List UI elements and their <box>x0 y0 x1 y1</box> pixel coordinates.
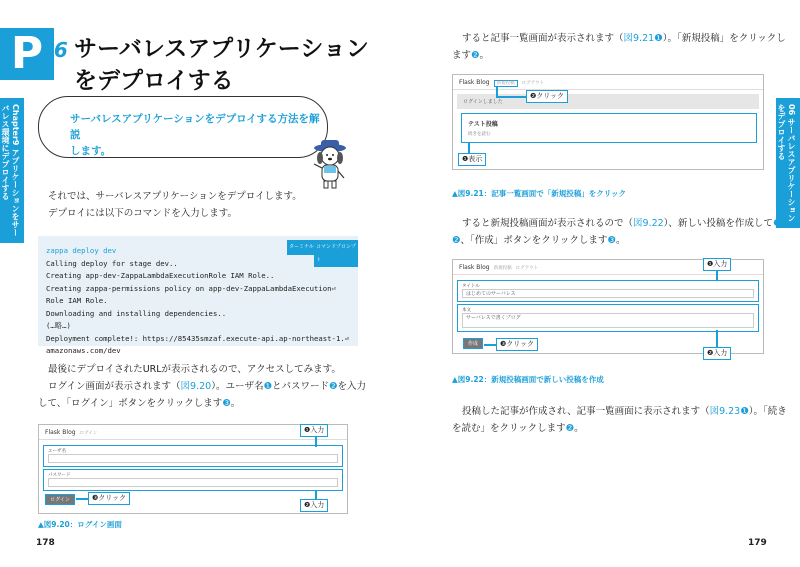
callout-input-1: ❶入力 <box>703 258 731 271</box>
figure-ref: 図9.21❶ <box>623 33 663 44</box>
brand-label: Flask Blog <box>45 429 76 436</box>
command-prompt-badge: コマンドプロンプト <box>314 240 358 267</box>
nav-new-post-link[interactable]: 新規投稿 <box>493 266 512 271</box>
para2-line1: 最後にデプロイされたURLが表示されるので、アクセスしてみます。 <box>48 364 341 375</box>
password-input[interactable] <box>48 478 338 487</box>
callout-input-1: ❶入力 <box>300 424 328 437</box>
create-button[interactable]: 作成 <box>463 338 483 349</box>
bubble-line1: サーバレスアプリケーションをデプロイする方法を解説 <box>70 113 320 141</box>
title-input[interactable]: はじめてのサーバレス <box>462 289 754 298</box>
app-navbar <box>453 75 763 90</box>
body-textarea[interactable]: サーバレスで書くブログ <box>462 313 754 328</box>
title-group <box>457 280 759 302</box>
page-number-right: 179 <box>748 538 767 548</box>
body-group <box>457 304 759 332</box>
code-block <box>38 236 358 355</box>
figure-caption-9-20: ▲図9.20：ログイン画面 <box>38 520 122 529</box>
section-number: 06 <box>40 38 68 62</box>
nav-login-link[interactable]: ログイン <box>79 431 98 436</box>
r-para1-line2: ます❷。 <box>452 50 490 61</box>
r-para2-line1: すると新規投稿画面が表示されるので（図9.22）、新しい投稿を作成して❶ <box>462 218 782 229</box>
section-side-tab: 06 サーバレスアプリケーションをデプロイする <box>776 98 800 228</box>
code-line: Creating app-dev-ZappaLambdaExecutionRole IAM Role.. <box>46 271 275 280</box>
username-input[interactable] <box>48 454 338 463</box>
brand-label: Flask Blog <box>459 264 490 271</box>
login-button[interactable]: ログイン <box>45 494 75 505</box>
bubble-text <box>70 111 320 159</box>
callout-display-1: ❶表示 <box>458 153 486 166</box>
code-line: Downloading and installing dependencies.. <box>46 308 227 318</box>
intro-line2: デプロイには以下のコマンドを入力します。 <box>48 208 237 219</box>
page-title-line2: をデプロイする <box>74 68 234 94</box>
section-letter-badge: P <box>0 28 54 80</box>
figure-ref: 図9.22 <box>633 218 664 229</box>
r-para3-line1: 投稿した記事が作成され、記事一覧画面に表示されます（図9.23❶）。「続き <box>462 406 787 417</box>
code-line: zappa deploy dev <box>46 246 117 255</box>
password-label: パスワード <box>48 473 71 478</box>
figure-ref: 図9.23❶ <box>709 406 749 417</box>
nav-logout-link[interactable]: ログアウト <box>521 81 545 86</box>
page-title-line1: サーバレスアプリケーション <box>74 36 369 62</box>
callout-click-2: ❷クリック <box>526 90 568 103</box>
callout-input-2: ❷入力 <box>300 499 328 512</box>
code-line: Calling deploy for stage dev.. <box>46 258 178 268</box>
post-card <box>461 113 757 143</box>
r-para3-line2: を読む」をクリックします❷。 <box>452 423 584 434</box>
figure-ref: 図9.20 <box>180 381 212 392</box>
password-group <box>43 469 343 491</box>
code-line: amazonaws.com/dev <box>46 346 121 355</box>
username-group <box>43 445 343 467</box>
post-title: テスト投稿 <box>468 121 498 128</box>
body-label: 本文 <box>462 308 471 313</box>
callout-click-3: ❸クリック <box>88 492 130 505</box>
bubble-line2: します。 <box>70 145 112 157</box>
post-list-screenshot <box>452 74 764 170</box>
r-para1-line1: すると記事一覧画面が表示されます（図9.21❶）。「新規投稿」をクリックし <box>462 33 786 44</box>
callout-click-3: ❸クリック <box>496 338 538 351</box>
chapter-side-tab: Chapter9 アプリケーションをサーバレス環境にデプロイする <box>0 98 24 243</box>
code-line: Deployment complete!: https://85435smzaf.execute-api.ap-northeast-1.⏎ <box>46 333 350 343</box>
r-para2-line2: ❷、「作成」ボタンをクリックします❸。 <box>452 235 626 246</box>
page-title <box>74 33 374 97</box>
callout-input-2: ❷入力 <box>703 347 731 360</box>
para2-line2: ログイン画面が表示されます（図9.20）。ユーザ名❶とパスワード❷を入力 <box>48 381 367 392</box>
mascot-dog-icon <box>300 138 356 194</box>
code-line: (…略…) <box>46 321 71 330</box>
username-label: ユーザ名 <box>48 449 66 454</box>
brand-label: Flask Blog <box>459 79 490 86</box>
intro-line1: それでは、サーバレスアプリケーションをデプロイします。 <box>48 191 302 202</box>
read-more-link[interactable]: 続きを読む <box>468 132 491 137</box>
nav-logout-link[interactable]: ログアウト <box>515 266 539 271</box>
flash-message: ログインしました <box>457 94 759 109</box>
title-label: タイトル <box>462 284 480 289</box>
nav-new-post-link[interactable]: 新規投稿 <box>494 80 518 87</box>
page-number-left: 178 <box>36 538 55 548</box>
terminal-badge: ターミナル <box>287 240 316 255</box>
para2-line3: して、「ログイン」ボタンをクリックします❸。 <box>38 398 241 409</box>
figure-caption-9-21: ▲図9.21：記事一覧画面で「新規投稿」をクリック <box>452 189 626 198</box>
figure-caption-9-22: ▲図9.22：新規投稿画面で新しい投稿を作成 <box>452 375 604 384</box>
code-line: Role IAM Role. <box>46 296 108 305</box>
code-line: Creating zappa-permissions policy on app-dev-ZappaLambdaExecution⏎ <box>46 283 336 293</box>
